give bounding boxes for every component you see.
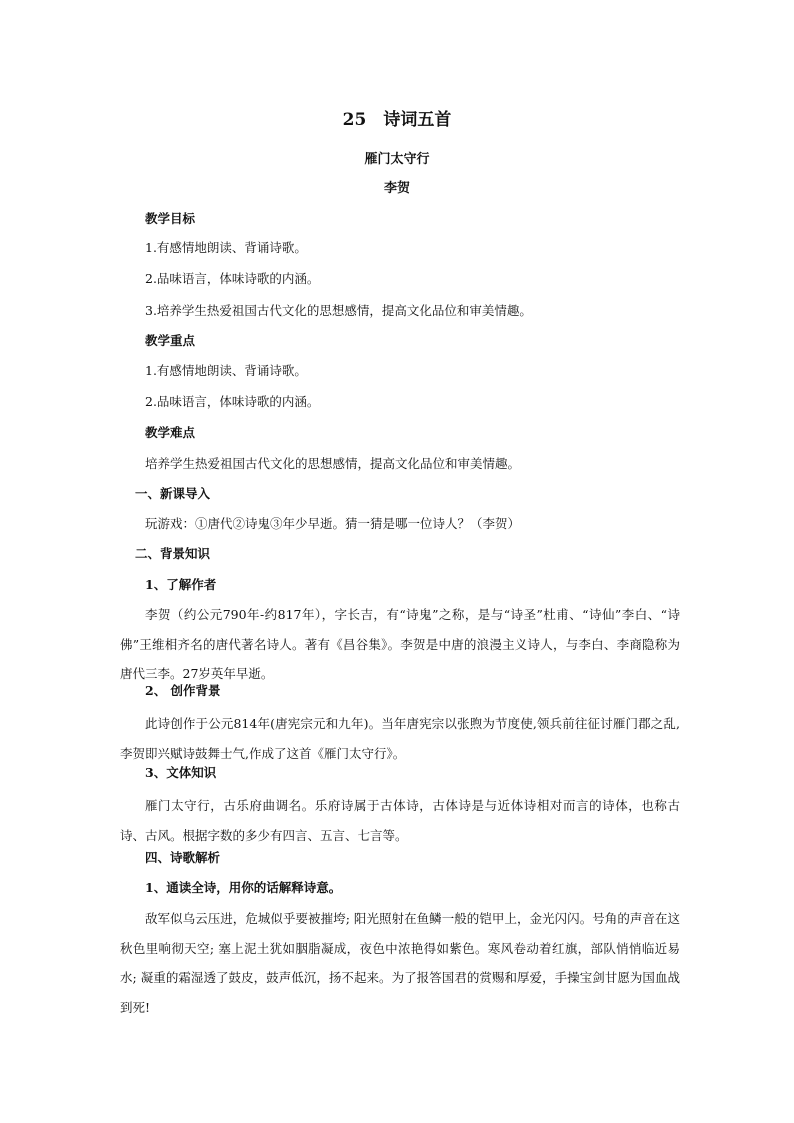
creation-background-subheading: 2、 创作背景 xyxy=(145,683,221,698)
section-background-heading: 二、背景知识 xyxy=(135,546,211,561)
author-subheading: 1、了解作者 xyxy=(145,577,217,592)
key-points-heading: 教学重点 xyxy=(145,333,196,348)
analysis-subheading: 1、通读全诗，用你的话解释诗意。 xyxy=(145,880,342,895)
goal-item: 1.有感情地朗读、背诵诗歌。 xyxy=(145,240,307,255)
poem-title: 雁门太守行 xyxy=(364,152,430,167)
genre-paragraph: 雁门太守行，古乐府曲调名。乐府诗属于古体诗，古体诗是与近体诗相对而言的诗体，也称古诗、古风。根据字数的多少有四言、五言、七言等。 xyxy=(120,798,680,843)
difficulty-text: 培养学生热爱祖国古代文化的思想感情，提高文化品位和审美情趣。 xyxy=(145,456,521,471)
goal-item: 3.培养学生热爱祖国古代文化的思想感情，提高文化品位和审美情趣。 xyxy=(145,303,532,318)
section-intro-text: 玩游戏：①唐代②诗鬼③年少早逝。猜一猜是哪一位诗人？（李贺） xyxy=(145,516,521,531)
author-name: 李贺 xyxy=(383,181,410,196)
genre-subheading: 3、文体知识 xyxy=(145,765,217,780)
key-point-item: 2.品味语言，体味诗歌的内涵。 xyxy=(145,394,320,409)
goal-item: 2.品味语言，体味诗歌的内涵。 xyxy=(145,271,320,286)
creation-background-paragraph: 此诗创作于公元814年(唐宪宗元和九年)。当年唐宪宗以张煦为节度使,领兵前往征讨雁门郡之乱,李贺即兴赋诗鼓舞士气,作成了这首《雁门太守行》。 xyxy=(120,716,680,761)
section-analysis-heading: 四、诗歌解析 xyxy=(145,850,221,865)
page-title: 25 诗词五首 xyxy=(342,110,452,130)
author-paragraph: 李贺（约公元790年-约817年），字长吉，有“诗鬼”之称，是与“诗圣”杜甫、“诗仙”李白、“诗佛”王维相齐名的唐代著名诗人。著有《昌谷集》。李贺是中唐的浪漫主义诗人，与李白、李商隐称为唐代三李。27岁英年早逝。 xyxy=(120,607,680,681)
analysis-paragraph: 敌军似乌云压进，危城似乎要被摧垮; 阳光照射在鱼鳞一般的铠甲上，金光闪闪。号角的声音在这秋色里响彻天空; 塞上泥土犹如胭脂凝成，夜色中浓艳得如紫色。寒风卷动着红旗，部队悄悄临近易水; 凝重的霜湿透了鼓皮，鼓声低沉，扬不起来。为了报答国君的赏赐和厚爱，手操宝剑甘愿为国血战到死! xyxy=(120,911,680,1015)
section-intro-heading: 一、新课导入 xyxy=(135,486,211,501)
key-point-item: 1.有感情地朗读、背诵诗歌。 xyxy=(145,363,307,378)
difficulty-heading: 教学难点 xyxy=(145,425,196,440)
goals-heading: 教学目标 xyxy=(145,211,196,226)
